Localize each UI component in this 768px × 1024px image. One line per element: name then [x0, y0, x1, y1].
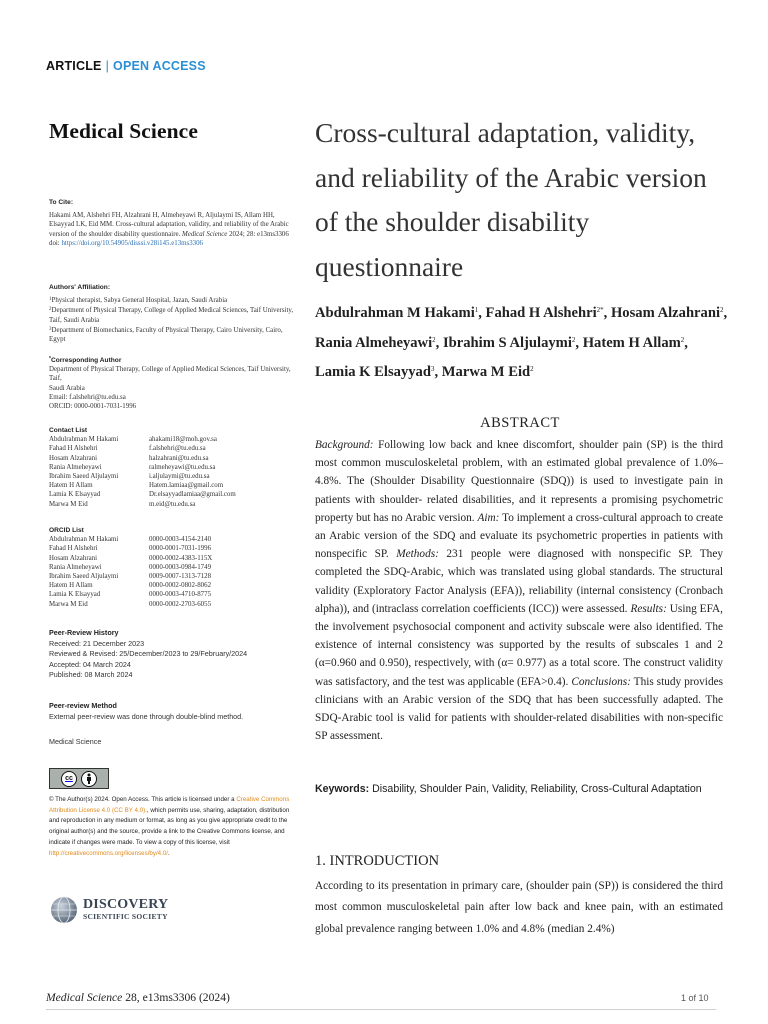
person-name: Rania Almeheyawi [49, 463, 102, 471]
methods-label: Methods: [396, 548, 439, 561]
cc-by-license-badge[interactable] [49, 768, 109, 789]
abstract-body [315, 436, 723, 745]
paper-title: Cross-cultural adaptation, validity, and reliability of the Arabic version of the shoulder disability questionnaire [315, 117, 707, 282]
person-detail: 0000-0003-4710-8775 [149, 591, 212, 599]
cite-section [49, 198, 294, 248]
person-name: Fahad H Alshehri [49, 545, 98, 553]
person-detail: 0009-0007-1313-7128 [149, 573, 212, 581]
license-url-link[interactable]: http://creativecommons.org/licenses/by/4.0/ [49, 849, 168, 857]
author-affiliation-mark: 2 [432, 335, 436, 344]
person-name: Marwa M Eid [49, 600, 88, 608]
author-name: Hatem H Allam [582, 334, 681, 351]
author-name: Rania Almeheyawi [315, 334, 433, 351]
author-affiliation-mark: 3 [430, 365, 435, 374]
by-icon [81, 771, 97, 787]
person-name: Lamia K Elsayyad [49, 491, 101, 499]
person-name: Ibrahim Saeed Aljulaymi [49, 473, 119, 481]
person-name: Abdulrahman M Hakami [49, 536, 119, 544]
affiliation-item: $^2$Department of Physical Therapy, College of Applied Medical Sciences, Taif University, Taif, Saudi Arabia [49, 307, 294, 324]
abstract-heading: ABSTRACT [480, 415, 560, 431]
license-text-2: , which permits use, sharing, adaptation, distribution and reproduction in any medium or format, as long as you give appropriate credit to the original author(s) and the source, provide a link to the Creative Commons license, and indicate if changes were made. To view a copy of this license, visit [49, 806, 290, 846]
contact-row [49, 435, 294, 444]
article-type-label [46, 59, 206, 73]
person-name: Abdulrahman M Hakami [49, 436, 119, 444]
author-name: Marwa M Eid [441, 364, 531, 381]
author-name: Fahad H Alshehri [485, 305, 597, 321]
journal-footer-label: Medical Science [49, 737, 102, 746]
publisher-logo [49, 895, 168, 925]
affiliation-item: $^3$Department of Biomechanics, Faculty of Physical Therapy, Cairo University, Cairo, Egypt [49, 326, 283, 344]
corresponding-line1: Department of Physical Therapy, College of Applied Medical Sciences, Taif University, Taif, [49, 366, 291, 383]
peer-review-date: Published: 08 March 2024 [49, 670, 133, 679]
license-link[interactable]: Creative Commons Attribution License 4.0 (CC BY 4.0). [49, 796, 290, 814]
peer-review-method [49, 701, 294, 722]
license-text-3: . [168, 849, 170, 857]
background-text: Following low back and knee discomfort, shoulder pain (SP) is the third most common musculoskeletal problem, with an estimated global prevalence of 1.0%–4.8%. The (Shoulder Disability Questionnaire (SDQ)) is used to investigate pain in patients with shoulder- related disabilities, and it represents a promising psychometric property but has no Arabic version. [315, 439, 723, 524]
contact-list-section [49, 426, 294, 509]
affiliations-heading: Authors' Affiliation: [49, 284, 111, 291]
orcid-row [49, 535, 294, 544]
peer-review-dates [49, 639, 294, 681]
peer-review-method-text: External peer-review was done through double-blind method. [49, 711, 244, 721]
person-detail: Dr.elsayyadlamiaa@gmail.com [149, 491, 236, 499]
orcid-row [49, 600, 294, 609]
person-name: Rania Almeheyawi [49, 563, 102, 571]
corresponding-mark: * [49, 356, 51, 362]
doi-link[interactable]: https://doi.org/10.54905/disssi.v28i145.e13ms3306 [61, 239, 203, 247]
affiliations-list [49, 295, 294, 344]
license-statement [49, 795, 294, 859]
person-detail: ahakami18@moh.gov.sa [149, 436, 217, 444]
contact-row [49, 481, 294, 490]
conclusions-text: This study provides clinicians with an Arabic version of the SDQ that has been successfully adapted. The SDQ-Arabic tool is valid for patients with shoulder-related disabilities with non-specific SP assessment. [315, 675, 723, 743]
footer-citation-text: 28, e13ms3306 (2024) [125, 991, 230, 1004]
cite-text: Hakami AM, Alshehri FH, Alzahrani H, Almeheyawi R, Aljulaymi IS, Allam HH, Elsayyad LK, Eid MM. Cross-cultural adaptation, validity, and reliability of the Arabic version of the shoulder disability questionnaire. [49, 212, 289, 238]
publisher-subname: SCIENTIFIC SOCIETY [83, 912, 168, 921]
person-name: Lamia K Elsayyad [49, 591, 101, 599]
author-name: Lamia K Elsayyad [315, 364, 431, 381]
keywords-label: Keywords: [315, 783, 370, 795]
person-name: Ibrahim Saeed Aljulaymi [49, 573, 119, 581]
author-name: Abdulrahman M Hakami [315, 305, 475, 321]
journal-name: Medical Science [49, 119, 198, 143]
person-detail: 0000-0002-2703-6055 [149, 600, 212, 608]
person-detail: 0000-0001-7031-1996 [149, 545, 212, 553]
doi-label: doi: [49, 239, 60, 247]
corresponding-orcid: ORCID: 0000-0001-7031-1996 [49, 403, 137, 411]
author-affiliation-mark: 2 [530, 365, 534, 374]
orcid-table [49, 535, 294, 609]
keywords [315, 780, 723, 799]
person-detail: m.eid@tu.edu.sa [149, 500, 196, 508]
results-label: Results: [630, 602, 667, 615]
contact-row [49, 472, 294, 481]
page-number: 1 of 10 [681, 993, 709, 1003]
person-detail: f.alshehri@tu.edu.sa [149, 445, 206, 453]
author-affiliation-mark: 2 [720, 306, 724, 314]
contact-row [49, 500, 294, 509]
peer-review-date: Reviewed & Revised: 25/December/2023 to 29/February/2024 [49, 649, 248, 658]
affiliation-item: $^1$Physical therapist, Sabya General Hospital, Jazan, Saudi Arabia [49, 297, 228, 305]
open-access-label: OPEN ACCESS [113, 59, 206, 73]
introduction-heading: 1. INTRODUCTION [315, 853, 440, 869]
contact-row [49, 463, 294, 472]
contact-row [49, 454, 294, 463]
author-affiliation-mark: 2 [680, 335, 685, 344]
cite-journal-tail: 2024; 28: e13ms3306 [229, 230, 289, 238]
orcid-row [49, 544, 294, 553]
article-label: ARTICLE [46, 59, 102, 73]
person-name: Hatem H Allam [49, 582, 93, 590]
author-name: Ibrahim S Aljulaymi [442, 334, 572, 351]
peer-review-history [49, 628, 294, 681]
affiliations-section [49, 283, 294, 344]
globe-icon [49, 895, 79, 925]
contact-row [49, 490, 294, 499]
person-name: Hatem H Allam [49, 482, 93, 490]
person-detail: 0000-0003-0984-1749 [149, 563, 212, 571]
person-detail: 0000-0002-4383-115X [149, 554, 213, 562]
person-name: Hosam Alzahrani [49, 454, 98, 462]
corresponding-section [49, 355, 294, 411]
peer-review-date: Accepted: 04 March 2024 [49, 659, 131, 669]
person-name: Fahad H Alshehri [49, 445, 98, 453]
orcid-row [49, 581, 294, 590]
person-detail: ralmeheyawi@tu.edu.sa [149, 463, 216, 471]
cc-icon: cc [61, 771, 77, 787]
conclusions-label: Conclusions: [571, 675, 631, 688]
license-text-1: © The Author(s) 2024. Open Access. This article is licensed under a [49, 796, 235, 803]
cite-journal: Medical Science [182, 230, 228, 238]
orcid-row [49, 572, 294, 581]
methods-text: 231 people were diagnosed with nonspecific SP. They completed the SDQ-Arabic, which was translated using global standards. The structural validity (Exploratory Factor Analysis (EFA)), reliability (internal consistency (Cronbach alpha)), and (intraclass correlation coefficients (ICC)) were assessed. [315, 548, 723, 615]
author-affiliation-mark: 1 [474, 306, 479, 314]
person-name: Marwa M Eid [49, 500, 88, 508]
corresponding-heading: Corresponding Author [50, 357, 122, 364]
author-affiliation-mark: 2* [596, 306, 604, 314]
author-affiliation-mark: 2 [571, 335, 576, 344]
person-detail: Hatem.lamiaa@gmail.com [149, 482, 224, 490]
person-detail: 0000-0002-0802-8062 [149, 582, 212, 590]
peer-review-date: Received: 21 December 2023 [49, 638, 145, 648]
aim-label: Aim: [477, 511, 500, 524]
author-list: Abdulrahman M Hakami$^1$, Fahad H Alshehri$^{2*}$, Hosam Alzahrani$^2$, Rania Almeheyawi$^2$, Ibrahim S Aljulaymi$^2$, Hatem H Allam$^2$, Lamia K Elsayyad$^3$, Marwa M Eid$^2$ [315, 305, 728, 381]
introduction-text: According to its presentation in primary care, (shoulder pain (SP)) is considered the third most common musculoskeletal pain after low back and knee pain, with an estimated global prevalence ranging between 1.0% and 4.8% (median 2.4%) [315, 880, 723, 935]
publisher-name: DISCOVERY [83, 897, 169, 912]
orcid-row [49, 563, 294, 572]
cite-heading: To Cite: [49, 199, 74, 206]
contact-table [49, 435, 294, 509]
footer-divider [46, 1009, 716, 1010]
peer-review-method-heading: Peer-review Method [49, 701, 117, 710]
orcid-list-heading: ORCID List [49, 527, 84, 534]
person-detail: i.aljulaymi@tu.edu.sa [149, 473, 210, 481]
orcid-row [49, 554, 294, 563]
aim-text: To implement a cross-cultural approach to create an Arabic version of the SDQ and evaluate its psychometric properties in patients with nonspecific SP. [315, 511, 723, 561]
person-detail: 0000-0003-4154-2140 [149, 536, 212, 544]
corresponding-email: Email: f.alshehri@tu.edu.sa [49, 393, 126, 401]
contact-list-heading: Contact List [49, 427, 88, 434]
peer-review-history-heading: Peer-Review History [49, 628, 119, 637]
journal-footer-name [49, 737, 294, 748]
orcid-list-section [49, 526, 294, 609]
author-name: Hosam Alzahrani [610, 305, 721, 321]
label-separator: | [105, 59, 110, 73]
keywords-text: Disability, Shoulder Pain, Validity, Reliability, Cross-Cultural Adaptation [372, 783, 702, 795]
footer-journal: Medical Science [46, 991, 123, 1004]
results-text: Using EFA, the involvement psychosocial component and activity subscale were also identified. The existence of internal consistency was supported by the results of subscales 1 and 2 (α=0.960 and 0.950), respectively, with (α= 0.977) as a total score. The construct validity was satisfactory, and the test was applicable (EFA>0.4). [315, 602, 723, 688]
background-label: Background: [315, 439, 374, 451]
orcid-row [49, 590, 294, 599]
footer-citation [46, 991, 230, 1004]
contact-row [49, 444, 294, 453]
person-detail: halzahrani@tu.edu.sa [149, 454, 209, 462]
person-name: Hosam Alzahrani [49, 554, 98, 562]
corresponding-line2: Saudi Arabia [49, 384, 85, 392]
